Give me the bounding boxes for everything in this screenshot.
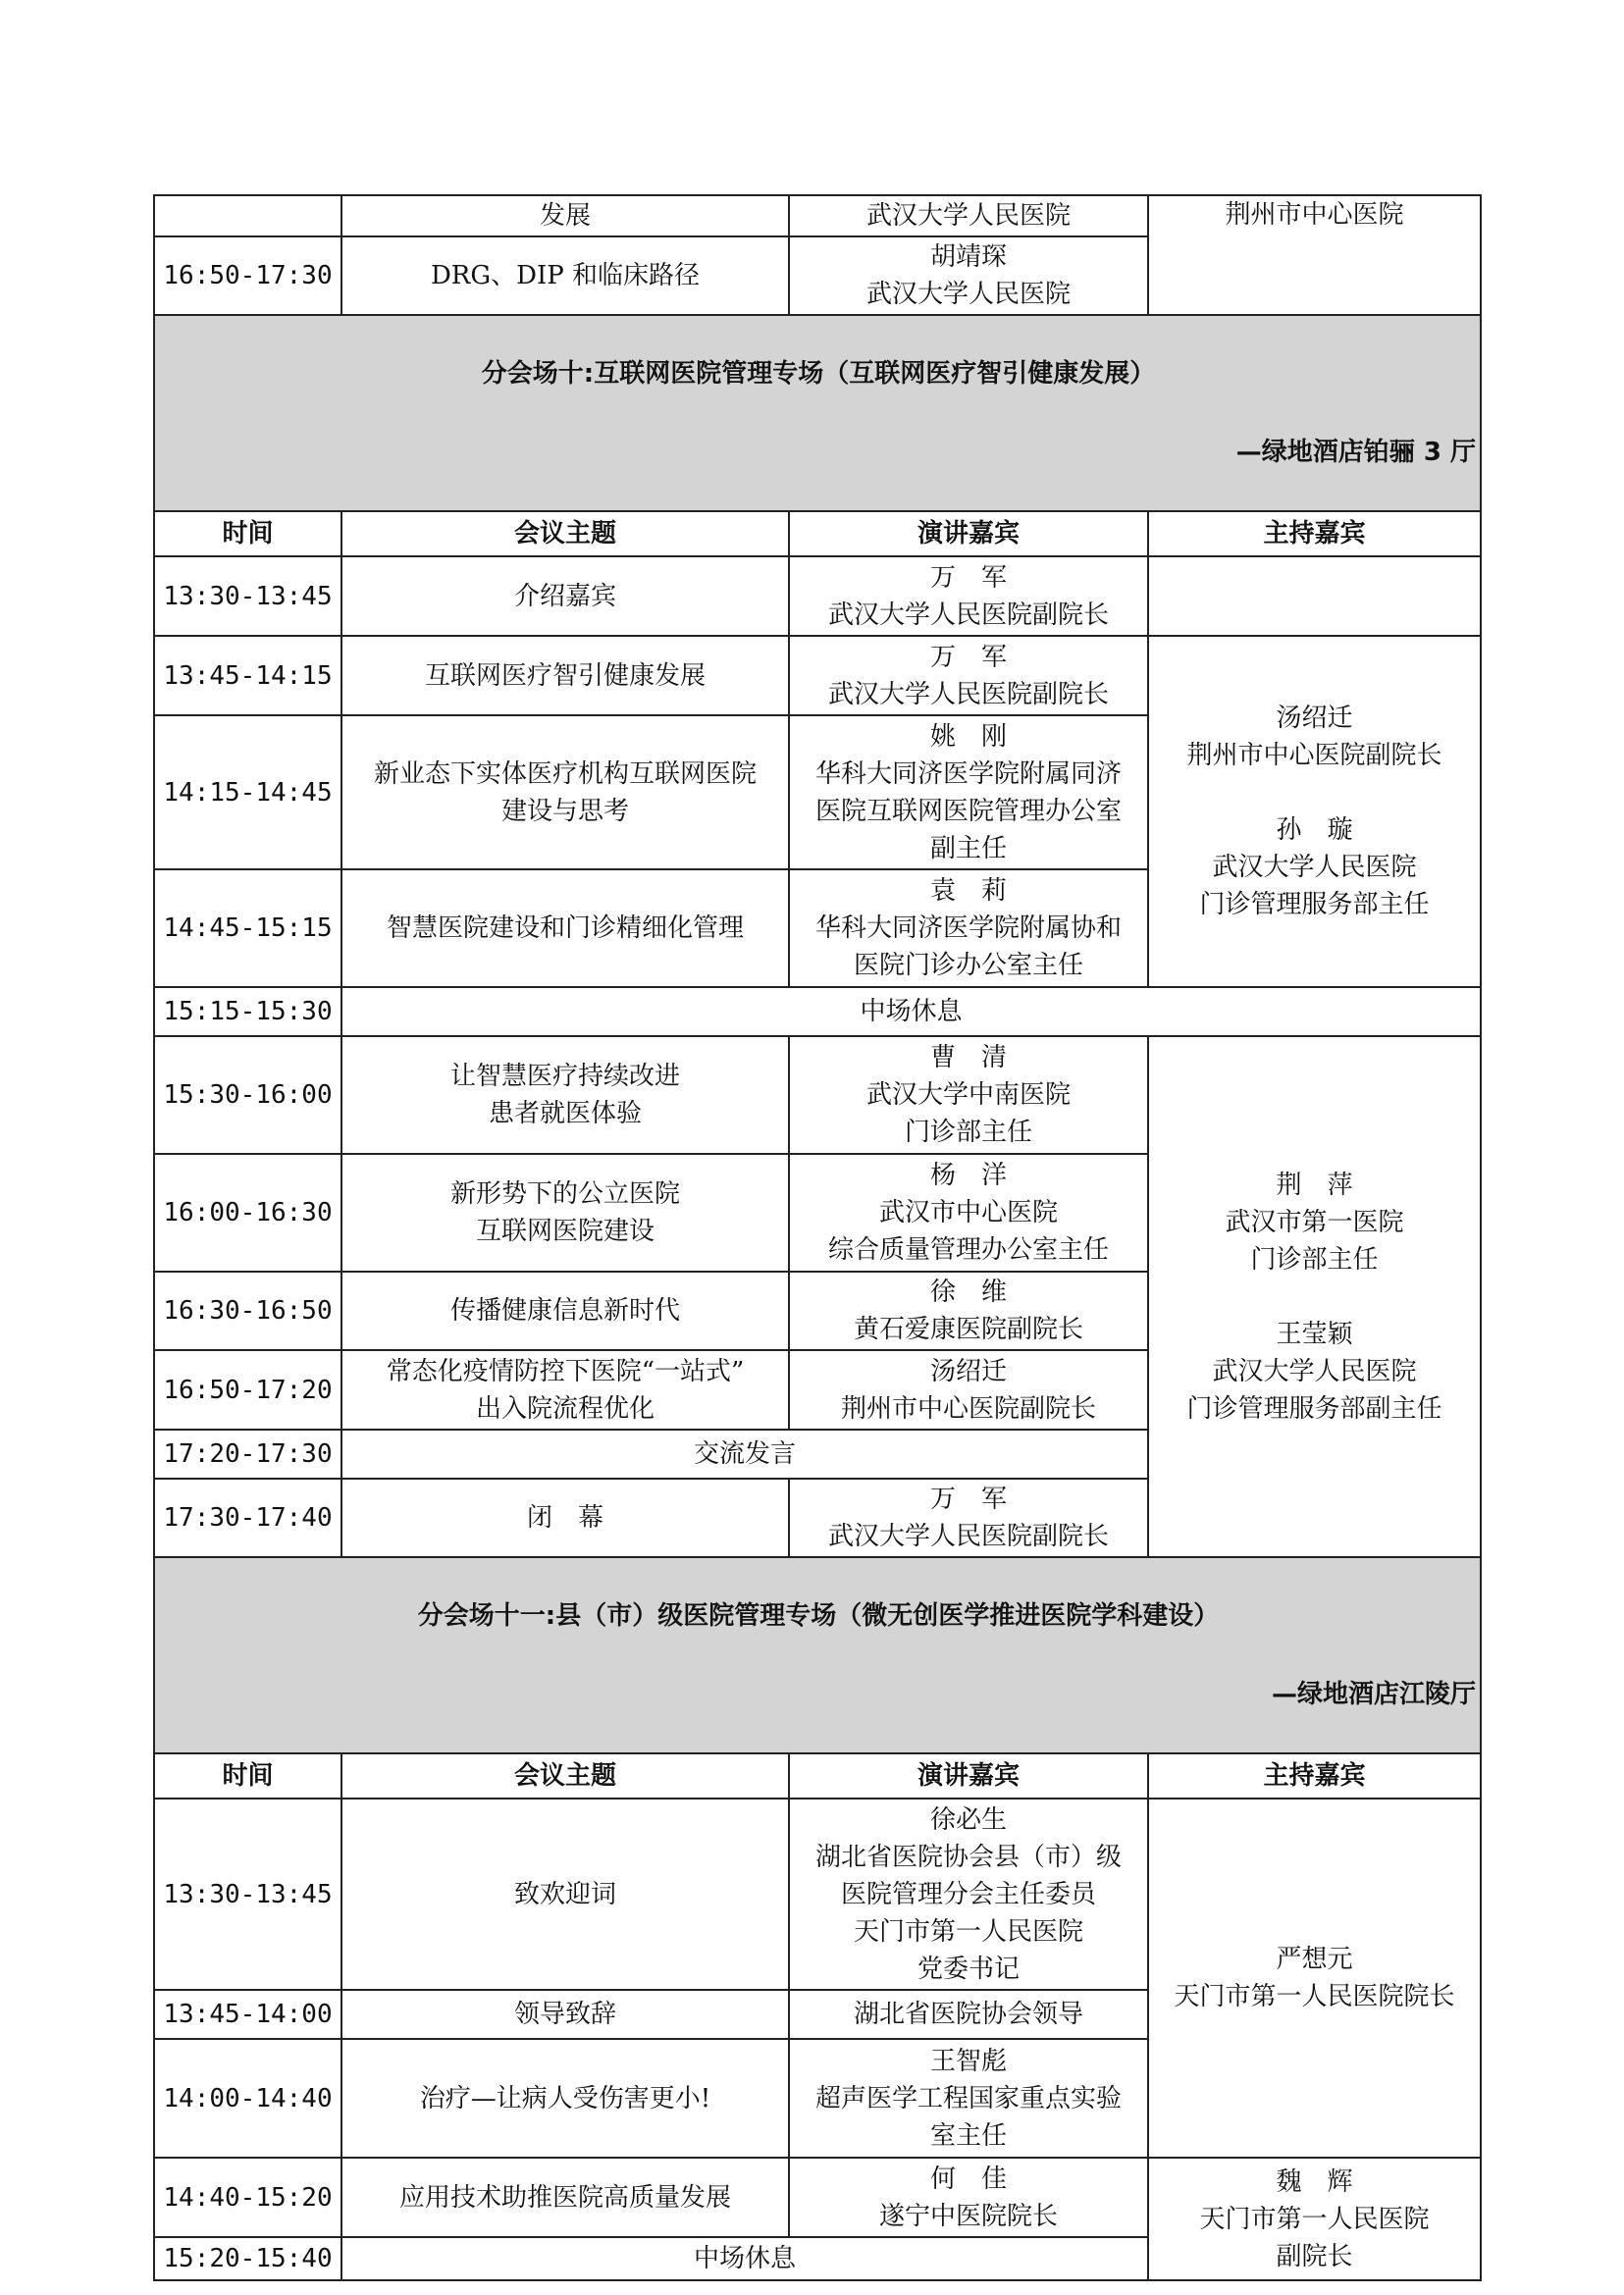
session-banner bbox=[154, 315, 1481, 511]
break-cell: 中场休息 bbox=[341, 2237, 1148, 2280]
host-cell: 魏 辉 天门市第一人民医院 副院长 bbox=[1148, 2158, 1481, 2280]
time-cell: 16:00-16:30 bbox=[154, 1154, 341, 1272]
speaker-cell: 袁 莉 华科大同济医学院附属协和 医院门诊办公室主任 bbox=[789, 869, 1148, 987]
topic-cell: 治疗—让病人受伤害更小! bbox=[341, 2039, 789, 2158]
break-cell: 中场休息 bbox=[341, 987, 1481, 1036]
speaker-cell: 曹 清 武汉大学中南医院 门诊部主任 bbox=[789, 1036, 1148, 1154]
break-cell: 交流发言 bbox=[341, 1430, 1148, 1479]
col-header-topic: 会议主题 bbox=[341, 511, 789, 556]
schedule-table bbox=[153, 194, 1482, 2281]
speaker-cell: 徐必生 湖北省医院协会县（市）级 医院管理分会主任委员 天门市第一人民医院 党委书记 bbox=[789, 1799, 1148, 1990]
table-row bbox=[154, 556, 1481, 636]
topic-cell: 发展 bbox=[341, 195, 789, 236]
speaker-cell: 何 佳 遂宁中医院院长 bbox=[789, 2158, 1148, 2237]
time-cell: 14:45-15:15 bbox=[154, 869, 341, 987]
topic-cell: 介绍嘉宾 bbox=[341, 556, 789, 636]
session-venue: —绿地酒店铂骊 3 厅 bbox=[1235, 438, 1476, 467]
topic-cell: 互联网医疗智引健康发展 bbox=[341, 636, 789, 715]
time-cell: 15:20-15:40 bbox=[154, 2237, 341, 2280]
time-cell: 15:30-16:00 bbox=[154, 1036, 341, 1154]
table-row bbox=[154, 195, 1481, 236]
session-venue: —绿地酒店江陵厅 bbox=[1271, 1680, 1476, 1709]
header-row bbox=[154, 511, 1481, 556]
time-cell: 14:00-14:40 bbox=[154, 2039, 341, 2158]
speaker-cell: 湖北省医院协会领导 bbox=[789, 1990, 1148, 2039]
speaker-cell: 王智彪 超声医学工程国家重点实验 室主任 bbox=[789, 2039, 1148, 2158]
header-row bbox=[154, 1753, 1481, 1799]
time-cell: 13:30-13:45 bbox=[154, 556, 341, 636]
time-cell: 14:40-15:20 bbox=[154, 2158, 341, 2237]
speaker-cell: 万 军 武汉大学人民医院副院长 bbox=[789, 1479, 1148, 1557]
topic-cell: 智慧医院建设和门诊精细化管理 bbox=[341, 869, 789, 987]
time-cell: 13:30-13:45 bbox=[154, 1799, 341, 1990]
time-cell: 16:30-16:50 bbox=[154, 1272, 341, 1350]
speaker-cell: 万 军 武汉大学人民医院副院长 bbox=[789, 636, 1148, 715]
topic-cell: 闭 幕 bbox=[341, 1479, 789, 1557]
topic-cell: 新形势下的公立医院 互联网医院建设 bbox=[341, 1154, 789, 1272]
host-cell-empty bbox=[1148, 556, 1481, 636]
speaker-cell: 徐 维 黄石爱康医院副院长 bbox=[789, 1272, 1148, 1350]
session-title: 分会场十一:县（市）级医院管理专场（微无创医学推进医院学科建设） bbox=[417, 1601, 1220, 1631]
topic-cell: 传播健康信息新时代 bbox=[341, 1272, 789, 1350]
time-cell: 13:45-14:15 bbox=[154, 636, 341, 715]
table-row bbox=[154, 1799, 1481, 1990]
session-title: 分会场十:互联网医院管理专场（互联网医疗智引健康发展） bbox=[481, 359, 1156, 389]
time-cell: 16:50-17:20 bbox=[154, 1350, 341, 1430]
session-banner bbox=[154, 1557, 1481, 1753]
host-cell: 荆州市中心医院 bbox=[1148, 195, 1481, 315]
col-header-speaker: 演讲嘉宾 bbox=[789, 1753, 1148, 1799]
host-cell: 汤绍迁 荆州市中心医院副院长 孙 璇 武汉大学人民医院 门诊管理服务部主任 bbox=[1148, 636, 1481, 987]
table-row bbox=[154, 987, 1481, 1036]
speaker-cell: 汤绍迁 荆州市中心医院副院长 bbox=[789, 1350, 1148, 1430]
host-cell: 严想元 天门市第一人民医院院长 bbox=[1148, 1799, 1481, 2158]
time-cell: 13:45-14:00 bbox=[154, 1990, 341, 2039]
topic-cell: 新业态下实体医疗机构互联网医院 建设与思考 bbox=[341, 715, 789, 869]
speaker-cell: 武汉大学人民医院 bbox=[789, 195, 1148, 236]
speaker-cell: 杨 洋 武汉市中心医院 综合质量管理办公室主任 bbox=[789, 1154, 1148, 1272]
time-cell bbox=[154, 195, 341, 236]
host-cell: 荆 萍 武汉市第一医院 门诊部主任 王莹颖 武汉大学人民医院 门诊管理服务部副主任 bbox=[1148, 1036, 1481, 1557]
col-header-topic: 会议主题 bbox=[341, 1753, 789, 1799]
topic-cell: 领导致辞 bbox=[341, 1990, 789, 2039]
col-header-time: 时间 bbox=[154, 1753, 341, 1799]
topic-cell: DRG、DIP 和临床路径 bbox=[341, 236, 789, 315]
time-cell: 17:20-17:30 bbox=[154, 1430, 341, 1479]
topic-cell: 常态化疫情防控下医院“一站式” 出入院流程优化 bbox=[341, 1350, 789, 1430]
table-row bbox=[154, 1036, 1481, 1154]
time-cell: 15:15-15:30 bbox=[154, 987, 341, 1036]
topic-cell: 让智慧医疗持续改进 患者就医体验 bbox=[341, 1036, 789, 1154]
time-cell: 17:30-17:40 bbox=[154, 1479, 341, 1557]
speaker-cell: 胡靖琛 武汉大学人民医院 bbox=[789, 236, 1148, 315]
speaker-cell: 姚 刚 华科大同济医学院附属同济 医院互联网医院管理办公室 副主任 bbox=[789, 715, 1148, 869]
col-header-host: 主持嘉宾 bbox=[1148, 511, 1481, 556]
table-row bbox=[154, 2158, 1481, 2237]
table-row bbox=[154, 636, 1481, 715]
time-cell: 16:50-17:30 bbox=[154, 236, 341, 315]
col-header-speaker: 演讲嘉宾 bbox=[789, 511, 1148, 556]
time-cell: 14:15-14:45 bbox=[154, 715, 341, 869]
col-header-time: 时间 bbox=[154, 511, 341, 556]
speaker-cell: 万 军 武汉大学人民医院副院长 bbox=[789, 556, 1148, 636]
topic-cell: 致欢迎词 bbox=[341, 1799, 789, 1990]
topic-cell: 应用技术助推医院高质量发展 bbox=[341, 2158, 789, 2237]
col-header-host: 主持嘉宾 bbox=[1148, 1753, 1481, 1799]
